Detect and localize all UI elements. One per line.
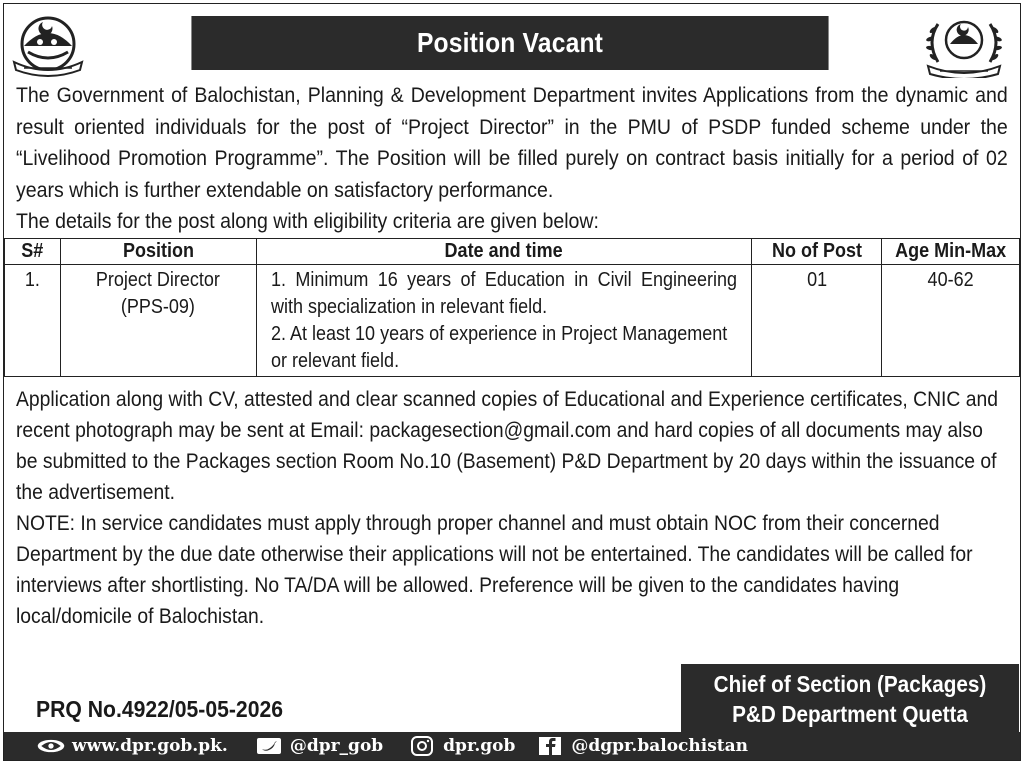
cell-criteria [256,265,751,377]
cell-age: 40-62 [882,265,1020,377]
footer-bar [4,732,1020,760]
footer-facebook[interactable] [535,736,748,756]
note-paragraph: NOTE: In service candidates must apply through proper channel and must obtain NOC from their concerned Department by the due date otherwise their applications will not be entertained. The candidates will be called for interviews after shortlisting. No TA/DA will be allowed. Preference will be given to the candidates having local/domicile of Balochistan. [16,512,973,628]
positions-table [4,238,1020,377]
instagram-icon [407,736,437,756]
col-header-position: Position [60,239,256,265]
col-header-sno: S# [5,239,61,265]
twitter-handle[interactable]: @dpr_gob [289,736,384,756]
position-title: Project Director [96,269,221,291]
col-header-age: Age Min-Max [882,239,1020,265]
facebook-handle[interactable]: @dgpr.balochistan [571,736,749,756]
application-section [16,384,1006,632]
signature-department: P&D Department Quetta [732,701,968,727]
table-row [5,265,1020,377]
facebook-icon [535,736,565,756]
footer-twitter[interactable] [254,736,383,756]
col-header-no-of-post: No of Post [752,239,882,265]
cell-no-of-post: 01 [752,265,882,377]
criteria-experience: 2. At least 10 years of experience in Project Management or relevant field. [270,323,728,372]
signature-block [681,664,1019,732]
intro-paragraph: The Government of Balochistan, Planning & Development Department invites Applications from the dynamic and result oriented individuals for the post of “Project Director” in the PMU of PSDP funded scheme under the “Livelihood Promotion Programme”. The Position will be filled purely on contract basis initially for a period of 02 years which is further extendable on satisfactory performance. [16,84,1008,202]
cell-position [60,265,256,377]
prq-number: PRQ No.4922/05-05-2026 [36,696,284,722]
footer-instagram[interactable] [407,736,515,756]
signature-title: Chief of Section (Packages) [713,671,987,697]
col-header-date-time: Date and time [256,239,751,265]
table-header-row [5,239,1020,265]
footer-website[interactable] [36,736,228,756]
dgpr-wreath-logo [916,12,1012,78]
intro-section [16,80,1008,238]
website-link[interactable]: www.dpr.gob.pk. [72,736,228,756]
instagram-handle[interactable]: dpr.gob [443,736,516,756]
criteria-education: 1. Minimum 16 years of Education in Civil Engineering with specialization in relevant field. [270,269,737,318]
globe-icon [36,736,66,756]
page-title: Position Vacant [191,16,828,70]
application-paragraph: Application along with CV, attested and clear scanned copies of Educational and Experience certificates, CNIC and recent photograph may be sent at Email: packagesection@gmail.com and hard copies of all documents may also be submitted to the Packages section Room No.10 (Basement) P&D Department by 20 days within the issuance of the advertisement. [16,388,998,504]
cell-sno: 1. [5,265,61,377]
balochistan-emblem-logo [10,12,86,78]
position-scale: (PPS-09) [121,296,196,318]
twitter-icon [254,736,284,756]
details-line: The details for the post along with eligibility criteria are given below: [16,210,599,233]
